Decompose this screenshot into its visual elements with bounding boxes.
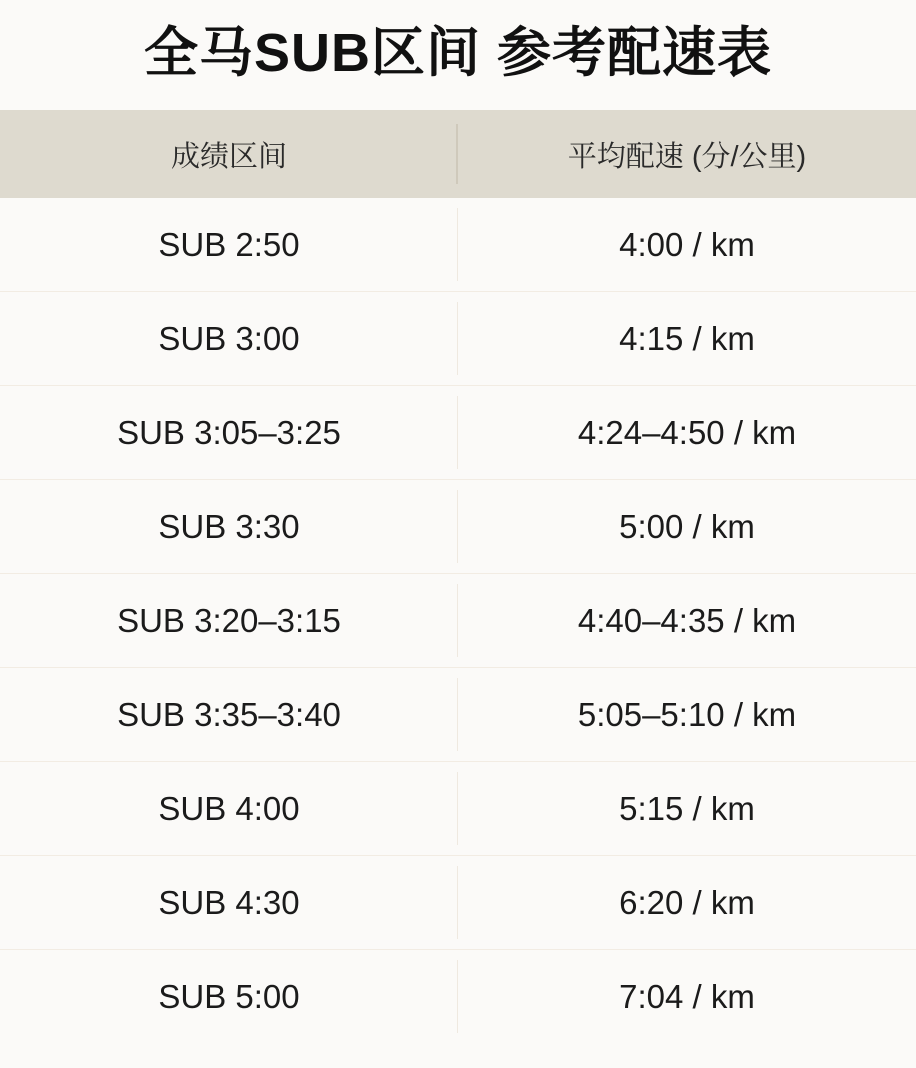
cell-range: SUB 4:00 [0,762,458,856]
cell-range: SUB 2:50 [0,198,458,292]
cell-pace: 5:15 / km [458,762,916,856]
table-row [0,198,916,292]
table-row [0,668,916,762]
page-title: 全马SUB区间 参考配速表 [143,23,772,83]
table-row [0,292,916,386]
table-header [0,110,916,198]
column-header-pace: 平均配速 (分/公里) [458,110,916,198]
cell-range: SUB 3:05–3:25 [0,386,458,480]
table-row [0,950,916,1044]
table-row [0,762,916,856]
cell-range: SUB 3:00 [0,292,458,386]
table-row [0,856,916,950]
cell-pace: 4:00 / km [458,198,916,292]
pace-reference-table [0,110,916,1043]
cell-pace: 6:20 / km [458,856,916,950]
column-header-range: 成绩区间 [0,110,458,198]
table-row [0,480,916,574]
table-row [0,574,916,668]
cell-pace: 4:15 / km [458,292,916,386]
cell-pace: 5:00 / km [458,480,916,574]
table-row [0,386,916,480]
cell-range: SUB 3:35–3:40 [0,668,458,762]
cell-range: SUB 5:00 [0,950,458,1044]
cell-range: SUB 4:30 [0,856,458,950]
cell-pace: 5:05–5:10 / km [458,668,916,762]
cell-pace: 4:24–4:50 / km [458,386,916,480]
cell-range: SUB 3:30 [0,480,458,574]
table-body [0,198,916,1043]
cell-pace: 4:40–4:35 / km [458,574,916,668]
table-header-row [0,110,916,198]
document-page [0,22,916,1068]
cell-range: SUB 3:20–3:15 [0,574,458,668]
cell-pace: 7:04 / km [619,977,755,1015]
